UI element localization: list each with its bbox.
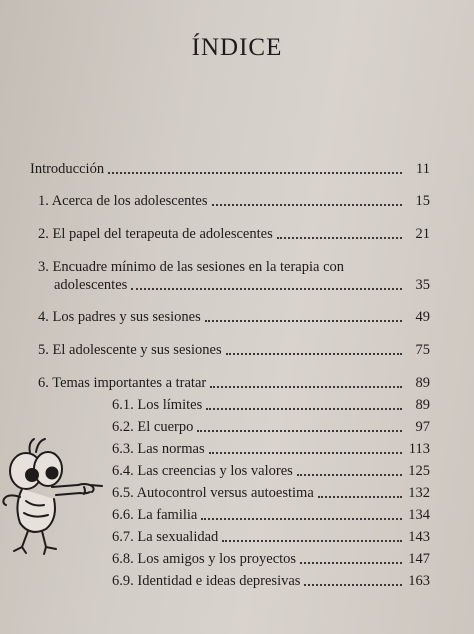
toc-entry — [30, 160, 430, 178]
page-title: ÍNDICE — [191, 34, 283, 61]
toc-entry-label: 6.3. Las normas — [112, 441, 205, 457]
toc-subentry — [112, 440, 430, 458]
toc-entry-page: 163 — [408, 573, 430, 589]
toc-entry-label: 6. Temas importantes a tratar — [38, 375, 207, 391]
toc-entry-label: 6.4. Las creencias y los valores — [112, 463, 293, 479]
toc-entry-label: 6.9. Identidad e ideas depresivas — [112, 573, 301, 589]
toc-entry-label: 6.7. La sexualidad — [112, 529, 219, 545]
dot-leader — [206, 408, 402, 410]
toc-entry-page: 15 — [415, 193, 430, 209]
toc-entry-label: 1. Acerca de los adolescentes — [38, 193, 208, 209]
toc-entry-label: adolescentes — [54, 277, 128, 293]
toc-entry-page: 147 — [408, 551, 430, 567]
toc-entry — [38, 192, 430, 210]
toc-entry-page: 143 — [408, 529, 430, 545]
toc-entry-line1: 3. Encuadre mínimo de las sesiones en la terapia con — [38, 259, 345, 275]
toc-subentry — [112, 572, 430, 590]
pointing-cartoon-character-icon — [0, 435, 112, 560]
dot-leader — [318, 496, 402, 498]
toc-entry-page: 134 — [408, 507, 430, 523]
dot-leader — [210, 386, 402, 388]
toc-entry-page: 97 — [415, 419, 430, 435]
toc-entry-label: 5. El adolescente y sus sesiones — [38, 342, 222, 358]
toc-entry-page: 11 — [416, 161, 430, 177]
dot-leader — [197, 430, 402, 432]
dot-leader — [205, 320, 402, 322]
toc-entry-label: 2. El papel del terapeuta de adolescentes — [38, 226, 273, 242]
dot-leader — [108, 172, 402, 174]
toc-entry-page: 35 — [415, 277, 430, 293]
toc-entry-page: 89 — [415, 397, 430, 413]
toc-entry — [38, 341, 430, 359]
toc-entry — [38, 225, 430, 243]
toc-entry-label: 6.8. Los amigos y los proyectos — [112, 551, 297, 567]
toc-subentry — [112, 506, 430, 524]
toc-subentry — [112, 462, 430, 480]
dot-leader — [131, 288, 402, 290]
toc-entry-page: 49 — [415, 309, 430, 325]
dot-leader — [226, 353, 402, 355]
toc-subentry — [112, 418, 430, 436]
dot-leader — [277, 237, 402, 239]
dot-leader — [297, 474, 402, 476]
toc-entry-label: Introducción — [30, 161, 105, 177]
toc-entry-page: 113 — [408, 441, 430, 457]
toc-subentry — [112, 528, 430, 546]
toc-subentry — [112, 396, 430, 414]
dot-leader — [300, 562, 402, 564]
toc-entry-label: 6.6. La familia — [112, 507, 198, 523]
toc-entry-page: 75 — [415, 342, 430, 358]
toc-entry-label: 4. Los padres y sus sesiones — [38, 309, 201, 325]
toc-entry-page: 89 — [415, 375, 430, 391]
toc-entry — [54, 276, 430, 294]
dot-leader — [201, 518, 402, 520]
toc-entry-label: 6.1. Los límites — [112, 397, 203, 413]
toc-subentry — [112, 550, 430, 568]
dot-leader — [222, 540, 402, 542]
toc-entry-page: 21 — [415, 226, 430, 242]
toc-entry-label: 6.5. Autocontrol versus autoestima — [112, 485, 314, 501]
toc-entry — [38, 308, 430, 326]
toc-entry-page: 132 — [408, 485, 430, 501]
dot-leader — [304, 584, 402, 586]
toc-entry-page: 125 — [408, 463, 430, 479]
toc-subentry — [112, 484, 430, 502]
toc-entry — [38, 374, 430, 392]
toc-entry-label: 6.2. El cuerpo — [112, 419, 194, 435]
dot-leader — [209, 452, 402, 454]
dot-leader — [212, 204, 403, 206]
